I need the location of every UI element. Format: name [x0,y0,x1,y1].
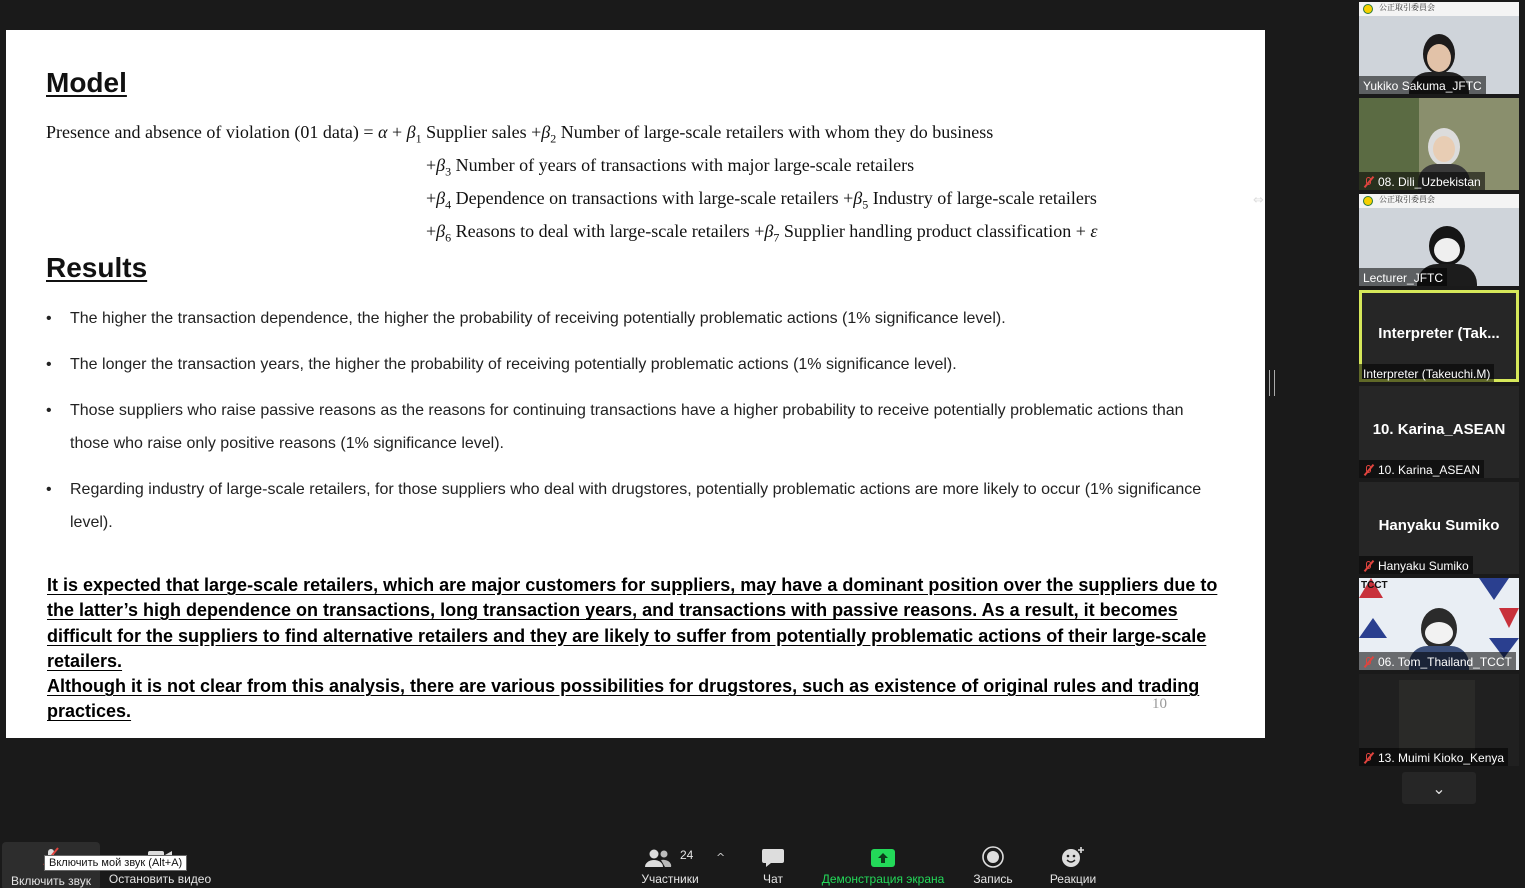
reactions-label: Реакции [1049,872,1097,886]
participants-options-caret-icon[interactable]: ^ [716,851,726,864]
results-list [46,302,1226,552]
participant-name-tag: Lecturer_JFTC [1359,268,1447,286]
smiley-add-icon [1061,846,1085,868]
equation-term: Number of years of transactions with major large-scale retailers [455,155,915,175]
participant-name-tag: Interpreter (Takeuchi.M) [1359,364,1494,382]
conclusion-paragraph: Although it is not clear from this analysis, there are various possibilities for drugstores, such as existence of original rules and trading practices. [47,676,1200,722]
gallery-scroll-down-button[interactable] [1402,772,1476,804]
participants-button[interactable] [634,838,706,888]
equation-term: Number of large-scale retailers with whom they do business [560,122,994,142]
results-heading: Results [46,252,148,283]
participant-video-feed [1399,680,1475,750]
participant-name-tag: 08. Dili_Uzbekistan [1359,172,1485,190]
participants-icon [644,848,672,868]
participant-name-tag: Yukiko Sakuma_JFTC [1359,76,1486,94]
equation-line-1: Presence and absence of violation (01 data) = $\alpha + \beta_1$ Supplier sales $+\beta_2$ Number of large-scale retailers with whom they do business [46,122,994,146]
participant-tile[interactable] [1359,674,1519,766]
participant-display-name: 10. Karina_ASEAN [1372,421,1506,438]
participant-tile-active-speaker[interactable] [1359,290,1519,382]
model-heading: Model [46,67,127,98]
result-item: • The longer the transaction years, the higher the probability of receiving potentially problematic actions (1% significance level). [46,348,1226,381]
record-icon [982,846,1004,868]
mic-muted-icon [1363,752,1375,764]
participant-name-tag: 06. Tom_Thailand_TCCT [1359,652,1516,670]
resize-arrow-icon[interactable]: ⇔ [1253,193,1264,208]
panel-splitter-handle[interactable] [1269,370,1275,396]
equation-term: Industry of large-scale retailers [872,188,1097,208]
chat-bubble-icon [761,847,785,869]
shared-screen-slide [6,30,1265,738]
mic-muted-icon [1363,176,1375,188]
equation-term: Reasons to deal with large-scale retailers [455,221,750,241]
equation-line-4: $+\beta_6$ Reasons to deal with large-scale retailers $+\beta_7$ Supplier handling product classification + ε [426,221,1098,245]
result-item: • The higher the transaction dependence, the higher the probability of receiving potentially problematic actions (1% significance level). [46,302,1226,335]
share-screen-button[interactable] [818,838,948,888]
conclusion-block [47,573,1222,725]
organization-logo: 公正取引委員会 [1359,2,1519,16]
reactions-button[interactable] [1044,838,1102,888]
participant-display-name: Hanyaku Sumiko [1378,517,1500,534]
share-screen-icon [871,849,895,867]
participant-name-tag: Hanyaku Sumiko [1359,556,1473,574]
equation-line-2: $+\beta_3$ Number of years of transactions with major large-scale retailers [426,155,915,179]
participant-tile[interactable] [1359,386,1519,478]
unmute-label: Включить звук [10,874,92,888]
result-item: • Those suppliers who raise passive reasons as the reasons for continuing transactions have a higher probability to receive potentially problematic actions than those who raise only positive reasons (1% significance level). [46,394,1226,460]
slide-page-number: 10 [1152,696,1167,712]
stop-video-label: Остановить видео [108,872,212,886]
mic-muted-icon [1363,464,1375,476]
equation-term: Supplier handling product classification [783,221,1072,241]
mic-muted-icon [1363,560,1375,572]
meeting-toolbar [0,838,1525,888]
record-label: Запись [973,872,1013,886]
chat-button[interactable] [743,838,803,888]
participant-name-tag: 10. Karina_ASEAN [1359,460,1484,478]
record-button[interactable] [964,838,1022,888]
equation-line-3: $+\beta_4$ Dependence on transactions with large-scale retailers $+\beta_5$ Industry of large-scale retailers [426,188,1097,212]
mic-muted-icon [1363,656,1375,668]
equation-term: Dependence on transactions with large-scale retailers [455,188,839,208]
chat-label: Чат [763,872,783,886]
result-item: • Regarding industry of large-scale retailers, for those suppliers who deal with drugstores, potentially problematic actions are more likely to occur (1% significance level). [46,473,1226,539]
share-screen-label: Демонстрация экрана [821,872,945,886]
participants-count: 24 [680,848,694,862]
organization-logo: TCCT [1361,580,1388,591]
equation-term: Supplier sales [426,122,527,142]
participant-tile[interactable] [1359,98,1519,190]
chevron-down-icon: ⌄ [1432,778,1446,798]
organization-logo: 公正取引委員会 [1359,194,1519,208]
participant-tile[interactable] [1359,482,1519,574]
participant-tile[interactable] [1359,2,1519,94]
participants-label: Участники [641,872,699,886]
participant-display-name: Interpreter (Tak... [1378,325,1500,342]
equation-lhs: Presence and absence of violation (01 data) = [46,122,379,142]
participant-name-tag: 13. Muimi Kioko_Kenya [1359,748,1508,766]
unmute-tooltip: Включить мой звук (Alt+A) [44,855,187,871]
conclusion-paragraph: It is expected that large-scale retailers, which are major customers for suppliers, may have a dominant position over the suppliers due to the latter’s high dependence on transactions, long transaction years, and transactions with passive reasons. As a result, it becomes difficult for the suppliers to find alternative retailers and they are likely to suffer from potentially problematic actions of their large-scale retailers. [47,575,1218,671]
participant-tile[interactable] [1359,578,1519,670]
participant-tile[interactable] [1359,194,1519,286]
